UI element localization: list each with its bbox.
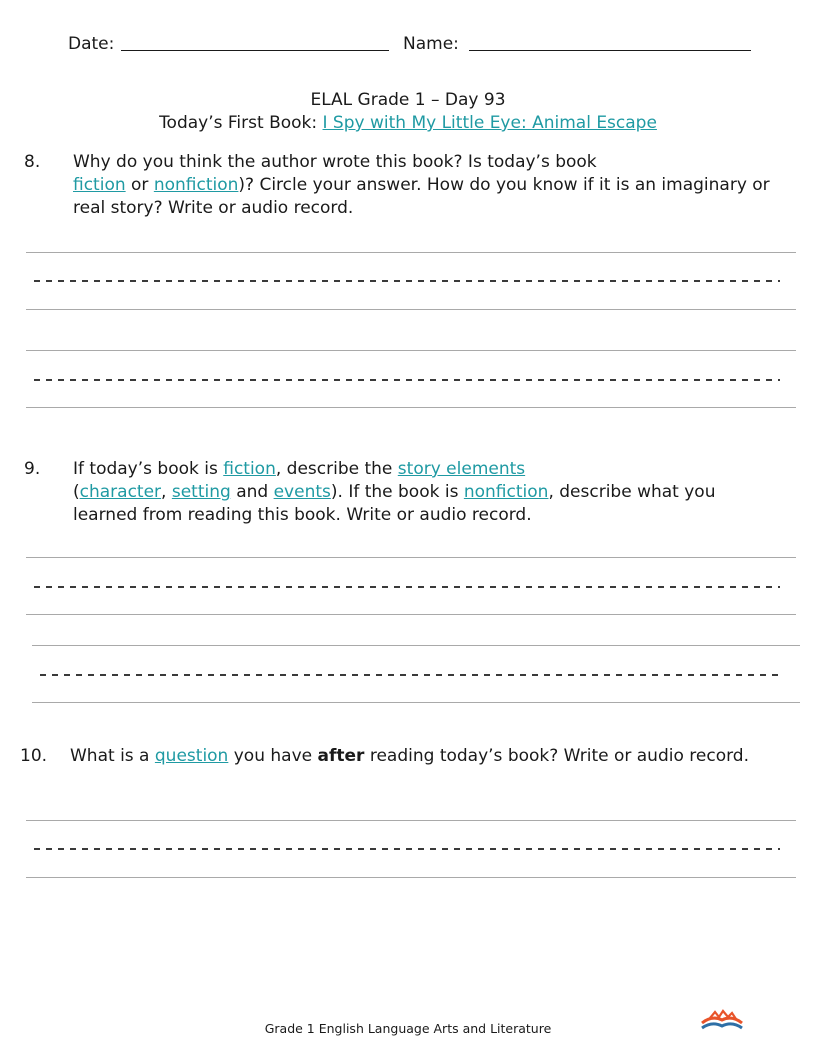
writing-line-solid — [32, 702, 800, 703]
fiction-link[interactable]: fiction — [73, 175, 126, 195]
fiction-link[interactable]: fiction — [223, 459, 276, 479]
writing-line-solid — [26, 350, 796, 351]
writing-line-solid — [26, 820, 796, 821]
date-blank[interactable] — [121, 50, 389, 51]
writing-line-solid — [26, 407, 796, 408]
q10-line1 — [70, 745, 810, 768]
writing-line-dashed — [40, 674, 784, 676]
writing-line-solid — [26, 557, 796, 558]
q10-line1-c: reading today’s book? Write or audio record. — [364, 746, 749, 766]
q9-text — [73, 458, 803, 527]
q9-comma: , — [161, 482, 172, 502]
writing-line-solid — [26, 877, 796, 878]
q8-line2-rest: )? Circle your answer. How do you know if it is an imaginary or — [238, 175, 770, 195]
footer-text: Grade 1 English Language Arts and Literature — [264, 1021, 552, 1036]
writing-line-dashed — [34, 379, 780, 381]
q9-line2-b: ). If the book is — [330, 482, 464, 502]
name-label: Name: — [403, 34, 459, 54]
q9-line2 — [73, 481, 803, 504]
writing-line-dashed — [34, 586, 780, 588]
writing-line-solid — [32, 645, 800, 646]
setting-link[interactable]: setting — [171, 482, 231, 502]
nonfiction-link[interactable]: nonfiction — [463, 482, 549, 502]
nonfiction-link[interactable]: nonfiction — [153, 175, 239, 195]
q10-line1-a: What is a — [70, 746, 155, 766]
q8-line2 — [73, 174, 803, 197]
q9-line1-b: , describe the — [275, 459, 398, 479]
q10-number: 10. — [20, 746, 48, 766]
q10-line1-b: you have — [228, 746, 318, 766]
events-link[interactable]: events — [273, 482, 331, 502]
book-logo-icon — [700, 1006, 744, 1032]
q8-line1: Why do you think the author wrote this book? Is today’s book — [73, 152, 597, 172]
q9-line1-a: If today’s book is — [73, 459, 224, 479]
writing-line-solid — [26, 614, 796, 615]
q9-line2-c: , describe what you — [548, 482, 716, 502]
writing-line-dashed — [34, 280, 780, 282]
book-title-link[interactable]: I Spy with My Little Eye: Animal Escape — [322, 113, 657, 133]
q10-after-bold: after — [317, 746, 365, 766]
writing-line-solid — [26, 252, 796, 253]
character-link[interactable]: character — [79, 482, 162, 502]
book-line — [0, 113, 816, 133]
story-elements-link[interactable]: story elements — [397, 459, 526, 479]
book-prefix: Today’s First Book: — [159, 113, 323, 133]
question-link[interactable]: question — [154, 746, 229, 766]
q8-line3: real story? Write or audio record. — [73, 198, 354, 218]
name-blank[interactable] — [469, 50, 751, 51]
q10-text — [70, 745, 810, 768]
q8-text — [73, 151, 803, 220]
writing-line-dashed — [34, 848, 780, 850]
q9-line1 — [73, 458, 803, 481]
q8-or: or — [125, 175, 154, 195]
q9-open-paren: ( — [73, 482, 80, 502]
writing-line-solid — [26, 309, 796, 310]
q9-line3: learned from reading this book. Write or audio record. — [73, 505, 532, 525]
q8-number: 8. — [24, 152, 41, 172]
q9-number: 9. — [24, 459, 41, 479]
date-label: Date: — [68, 34, 115, 54]
page-title: ELAL Grade 1 – Day 93 — [310, 90, 506, 110]
q9-and: and — [230, 482, 274, 502]
